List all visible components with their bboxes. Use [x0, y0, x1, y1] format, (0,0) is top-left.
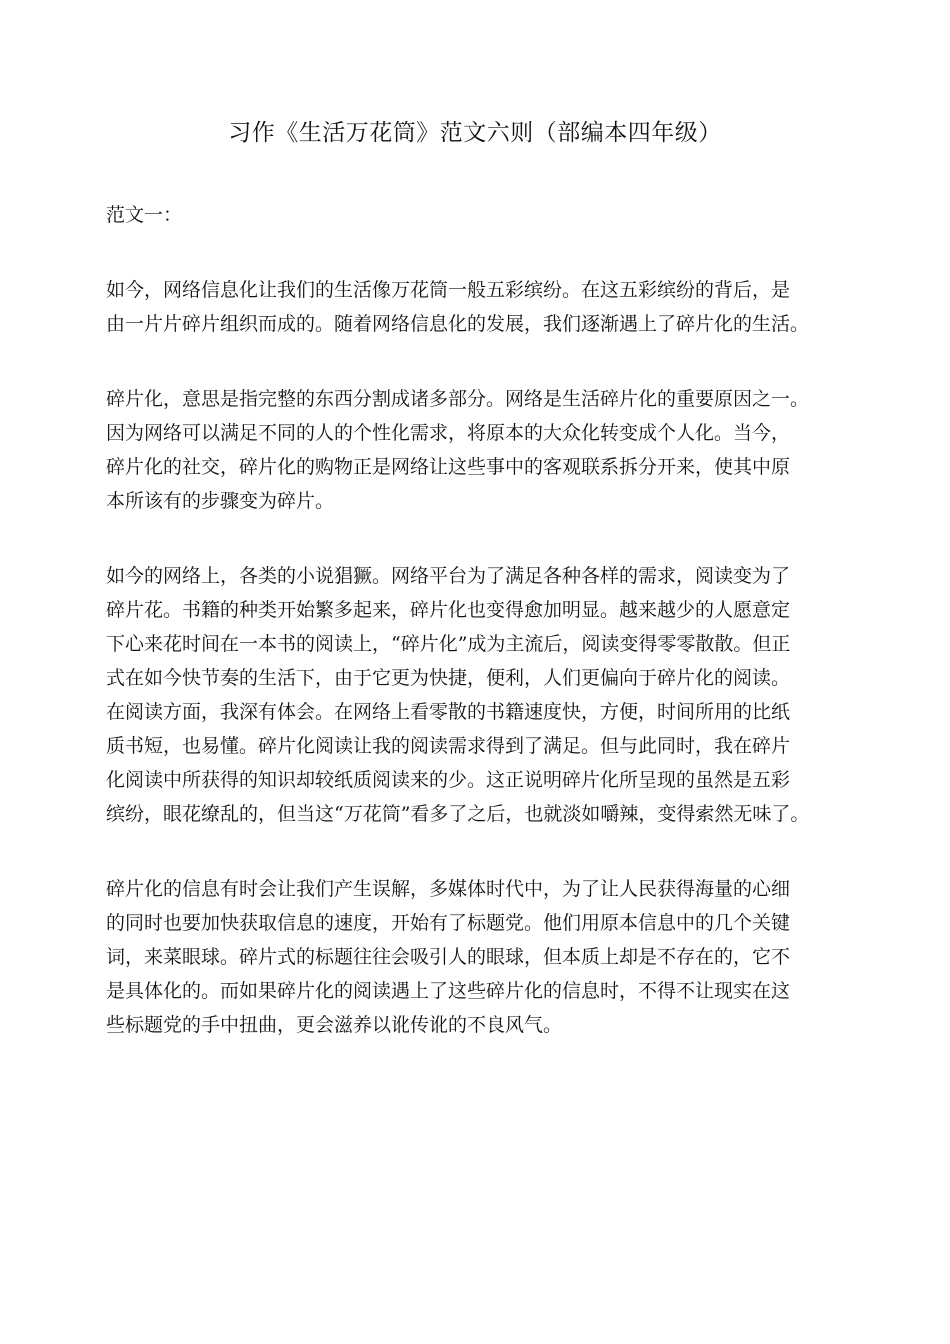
- text-line: 缤纷，眼花缭乱的，但当这“万花筒”看多了之后，也就淡如嚼辣，变得索然无味了。: [106, 803, 810, 825]
- text-line: 词，来菜眼球。碎片式的标题往往会吸引人的眼球，但本质上却是不存在的，它不: [106, 946, 791, 968]
- text-line: 碎片化的社交，碎片化的购物正是网络让这些事中的客观联系拆分开来，使其中原: [106, 456, 791, 478]
- text-line: 式在如今快节奏的生活下，由于它更为快捷，便利，人们更偏向于碎片化的阅读。: [106, 667, 791, 689]
- text-line: 些标题党的手中扭曲，更会滋养以讹传讹的不良风气。: [106, 1014, 563, 1036]
- text-line: 质书短，也易懂。碎片化阅读让我的阅读需求得到了满足。但与此同时，我在碎片: [106, 735, 791, 757]
- text-line: 因为网络可以满足不同的人的个性化需求，将原本的大众化转变成个人化。当今，: [106, 422, 791, 444]
- text-line: 如今的网络上，各类的小说猖獗。网络平台为了满足各种各样的需求，阅读变为了: [106, 565, 791, 587]
- paragraph-3: [106, 559, 848, 831]
- document-body: [106, 198, 848, 1083]
- text-line: 碎片化的信息有时会让我们产生误解，多媒体时代中，为了让人民获得海量的心细: [106, 878, 791, 900]
- text-line: 如今，网络信息化让我们的生活像万花筒一般五彩缤纷。在这五彩缤纷的背后，是: [106, 279, 791, 301]
- text-line: 由一片片碎片组织而成的。随着网络信息化的发展，我们逐渐遇上了碎片化的生活。: [106, 313, 810, 335]
- text-line: 在阅读方面，我深有体会。在网络上看零散的书籍速度快，方便，时间所用的比纸: [106, 701, 791, 723]
- paragraph-1: [106, 273, 848, 341]
- text-line: 是具体化的。而如果碎片化的阅读遇上了这些碎片化的信息时，不得不让现实在这: [106, 980, 791, 1002]
- text-line: 本所该有的步骤变为碎片。: [106, 490, 335, 512]
- text-line: 下心来花时间在一本书的阅读上，“碎片化”成为主流后，阅读变得零零散散。但正: [106, 633, 791, 655]
- text-line: 的同时也要加快获取信息的速度，开始有了标题党。他们用原本信息中的几个关键: [106, 912, 791, 934]
- paragraph-4: [106, 872, 848, 1042]
- text-line: 碎片化，意思是指完整的东西分割成诸多部分。网络是生活碎片化的重要原因之一。: [106, 388, 810, 410]
- text-line: 化阅读中所获得的知识却较纸质阅读来的少。这正说明碎片化所呈现的虽然是五彩: [106, 769, 791, 791]
- text-line: 碎片花。书籍的种类开始繁多起来，碎片化也变得愈加明显。越来越少的人愿意定: [106, 599, 791, 621]
- section-label: 范文一：: [106, 204, 183, 226]
- document-title: 习作《生活万花筒》范文六则（部编本四年级）: [228, 120, 722, 146]
- paragraph-2: [106, 382, 848, 518]
